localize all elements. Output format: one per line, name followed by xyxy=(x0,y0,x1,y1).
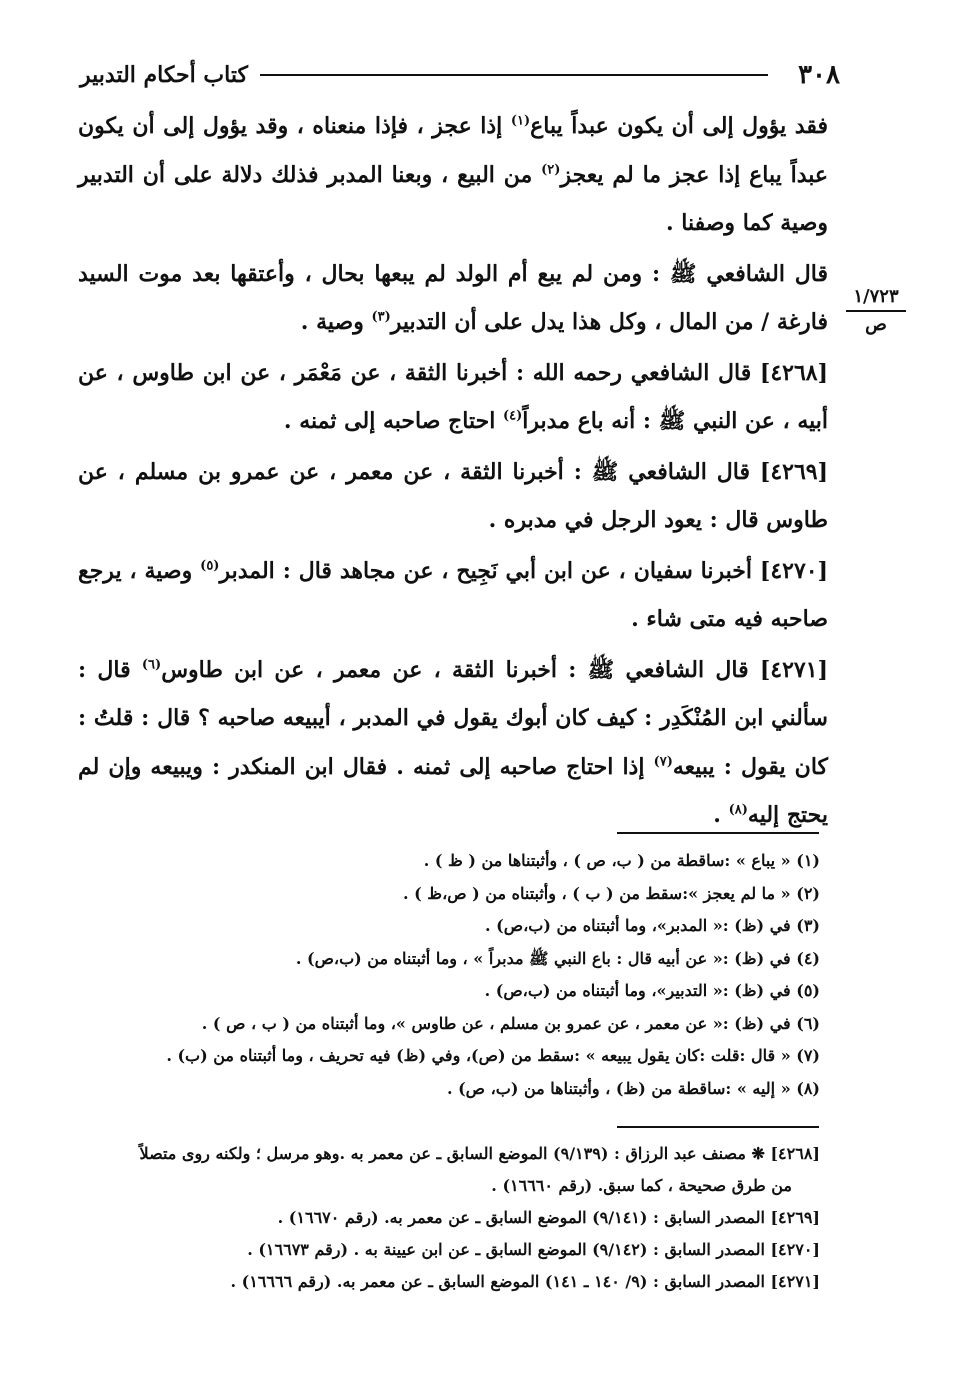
source-4270: [٤٢٧٠] المصدر السابق : (٩/١٤٢) الموضع السابق ـ عن ابن عيينة به . (رقم ١٦٦٧٣) . xyxy=(247,1240,820,1259)
source-references xyxy=(70,1138,820,1298)
footnotes xyxy=(160,845,820,1105)
paragraph-2 xyxy=(78,250,828,347)
footnote-marker: (١) xyxy=(510,113,531,129)
text-run: وصية ، يرجع صاحبه فيه متى شاء . xyxy=(78,557,828,632)
paragraph-3 xyxy=(78,349,828,446)
footnote-1: (١) « يباع » :ساقطة من ( ب، ص ) ، وأثبتناها من ( ظ ) . xyxy=(423,851,820,870)
text-run: إذا عجز ، فإذا منعناه ، وقد يؤول إلى أن يكون عبداً يباع إذا عجز ما لم يعجز xyxy=(78,113,829,188)
main-text xyxy=(78,102,828,842)
footnote-marker: (٧) xyxy=(653,754,673,770)
text-run: . xyxy=(713,802,729,828)
paragraph-5 xyxy=(78,547,828,644)
folio-reference: ١/٧٢٣ xyxy=(846,284,906,312)
footnote-2: (٢) « ما لم يعجز »:سقط من ( ب ) ، وأثبتناه من ( ص،ظ ) . xyxy=(402,883,820,903)
footnote-3: (٣) في (ظ) :« المدبر»، وما أثبتناه من (ب،ص) . xyxy=(485,916,820,935)
footnote-marker: (٢) xyxy=(541,162,561,178)
manuscript-folio-note xyxy=(846,284,906,338)
text-run: فقد يؤول إلى أن يكون عبداً يباع xyxy=(530,113,828,139)
text-run: [٤٢٧١] قال الشافعي ﷺ : أخبرنا الثقة ، عن معمر ، عن ابن طاوس xyxy=(161,656,828,683)
source-4271: [٤٢٧١] المصدر السابق : (٩/ ١٤٠ ـ ١٤١) الموضع السابق ـ عن معمر به. (رقم ١٦٦٦٦) . xyxy=(230,1272,820,1291)
page-number: ٣٠٨ xyxy=(798,60,840,90)
source-4268: [٤٢٦٨] ❋ مصنف عبد الرزاق : (٩/١٣٩) الموضع السابق ـ عن معمر به .وهو مرسل ؛ ولكنه روى متصلاً xyxy=(139,1144,820,1163)
text-run: [٤٢٧٠] أخبرنا سفيان ، عن ابن أبي نَجِيح ، عن مجاهد قال : المدبر xyxy=(219,557,828,584)
paragraph-1 xyxy=(78,102,828,248)
text-run: من البيع ، وبعنا المدبر فذلك دلالة على أن التدبير وصية كما وصفنا . xyxy=(78,161,828,236)
footnote-marker: (٤) xyxy=(502,408,523,424)
footnote-8: (٨) « إليه » :ساقطة من (ظ) ، وأثبتناها من (ب، ص) . xyxy=(446,1078,820,1098)
footnote-5: (٥) في (ظ) :« التدبير»، وما أثبتناه من (ب،ص) . xyxy=(484,981,820,1000)
text-run: إذا احتاج صاحبه إلى ثمنه . فقال ابن المنكدر : ويبيعه وإن لم يحتج إليه xyxy=(78,753,828,828)
footnote-marker: (٣) xyxy=(371,309,391,325)
paragraph-6 xyxy=(78,646,828,840)
footnote-marker: (٨) xyxy=(728,802,748,818)
paragraph-4 xyxy=(78,448,828,545)
footnote-4: (٤) في (ظ) :« عن أبيه قال : باع النبي ﷺ مدبراً » ، وما أثبتناه من (ب،ص) . xyxy=(295,948,820,968)
sources-separator xyxy=(617,1126,819,1128)
footnote-7: (٧) « قال :قلت :كان يقول يبيعه » :سقط من (ص)، وفي (ظ) فيه تحريف ، وما أثبتناه من (ب) . xyxy=(166,1046,820,1065)
source-4269: [٤٢٦٩] المصدر السابق : (٩/١٤١) الموضع السابق ـ عن معمر به. (رقم ١٦٦٧٠) . xyxy=(277,1208,820,1227)
text-run: وصية . xyxy=(300,309,372,335)
folio-letter: ص xyxy=(865,314,887,335)
footnote-marker: (٦) xyxy=(141,657,162,673)
source-4268-continuation: من طرق صحيحة ، كما سبق. (رقم ١٦٦٦٠) . xyxy=(491,1176,792,1195)
footnote-marker: (٥) xyxy=(200,558,220,574)
footnote-separator xyxy=(617,832,819,834)
header-rule xyxy=(260,74,768,76)
text-run: [٤٢٦٩] قال الشافعي ﷺ : أخبرنا الثقة ، عن معمر ، عن عمرو بن مسلم ، عن طاوس قال : يعود الرجل في مدبره . xyxy=(78,458,828,533)
text-run: قال الشافعي ﷺ : ومن لم يبع أم الولد لم يبعها بحال ، وأعتقها بعد موت السيد فارغة / من المال ، وكل هذا يدل على أن التدبير xyxy=(78,260,828,335)
text-run: قال : سألني ابن المُنْكَدِر : كيف كان أبوك يقول في المدبر ، أيبيعه صاحبه ؟ قال : قلتُ : كان يقول : يبيعه xyxy=(78,656,828,780)
book-title: كتاب أحكام التدبير xyxy=(80,62,248,88)
running-header xyxy=(80,58,840,94)
footnote-6: (٦) في (ظ) :« عن معمر ، عن عمرو بن مسلم ، عن طاوس »، وما أثبتناه من ( ب ، ص ) . xyxy=(201,1013,820,1033)
text-run: [٤٢٦٨] قال الشافعي رحمه الله : أخبرنا الثقة ، عن مَعْمَر ، عن ابن طاوس ، عن أبيه ، عن النبي ﷺ : أنه باع مدبراً xyxy=(78,359,828,434)
text-run: احتاج صاحبه إلى ثمنه . xyxy=(283,408,503,434)
